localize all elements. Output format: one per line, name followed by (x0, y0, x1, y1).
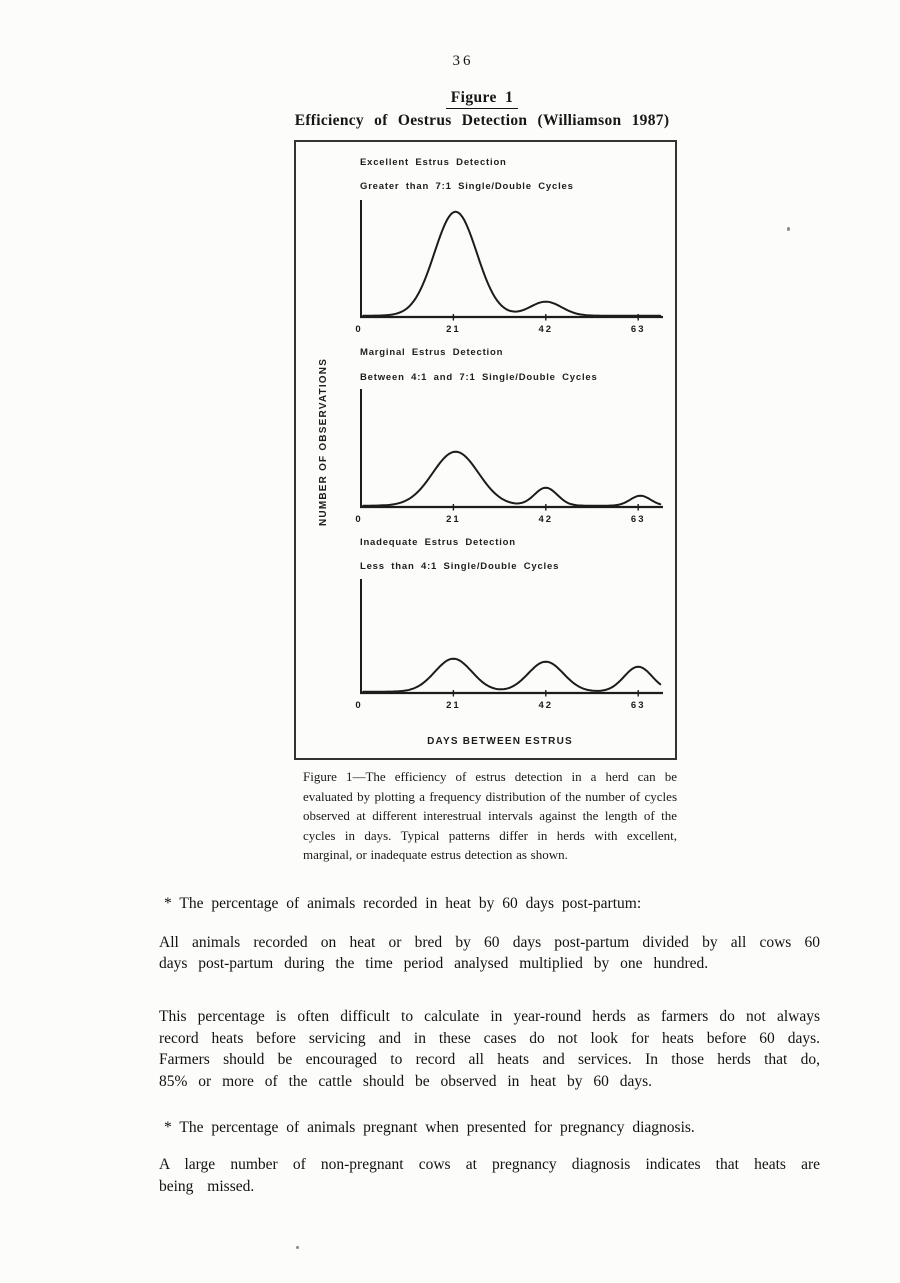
page-number: 36 (452, 53, 474, 69)
svg-text:0: 0 (355, 324, 363, 335)
figure-box (294, 140, 677, 760)
figure-heading (64, 89, 900, 130)
svg-text:21: 21 (446, 514, 461, 525)
bullet-pregnancy-diagnosis: * The percentage of animals pregnant when presented for pregnancy diagnosis. (164, 1119, 695, 1136)
panel3-subtitle: Less than 4:1 Single/Double Cycles (360, 561, 560, 572)
panel1-subtitle: Greater than 7:1 Single/Double Cycles (360, 181, 574, 192)
svg-text:42: 42 (538, 324, 554, 335)
svg-text:21: 21 (446, 700, 461, 711)
figure-subtitle: Efficiency of Oestrus Detection (Williamson 1987) (294, 112, 670, 129)
panel1-title: Excellent Estrus Detection (360, 157, 507, 168)
svg-text:42: 42 (538, 700, 554, 711)
svg-text:42: 42 (538, 514, 554, 525)
scan-artifact-dot (787, 227, 790, 231)
paragraph-non-pregnant: A large number of non-pregnant cows at pregnancy diagnosis indicates that heats are being missed. (159, 1156, 820, 1195)
svg-text:63: 63 (630, 514, 646, 525)
svg-text:63: 63 (630, 700, 646, 711)
paragraph-explanation: This percentage is often difficult to calculate in year-round herds as farmers do not always record heats before servicing and in these cases do not look for heats before 60 days. Farmers should be encouraged to record all heats and services. In those herds that do, 85% or more of the cattle should be observed in heat by 60 days. (159, 1008, 820, 1090)
estrus-frequency-distribution-chart (296, 142, 675, 758)
figure-title: Figure 1 (446, 89, 518, 109)
scan-artifact-dot (296, 1246, 299, 1249)
panel2-subtitle: Between 4:1 and 7:1 Single/Double Cycles (360, 372, 598, 383)
panel3-title: Inadequate Estrus Detection (360, 537, 516, 548)
svg-text:0: 0 (355, 514, 363, 525)
svg-text:21: 21 (446, 324, 461, 335)
svg-text:63: 63 (630, 324, 646, 335)
y-axis-label: NUMBER OF OBSERVATIONS (318, 357, 329, 526)
figure-caption: Figure 1—The efficiency of estrus detection in a herd can be evaluated by plotting a frequency distribution of the number of cycles observed at different interestrual intervals against the length of the cycles in days. Typical patterns differ in herds with excellent, marginal, or inadequate estrus detection as shown. (303, 769, 677, 862)
x-axis-label: DAYS BETWEEN ESTRUS (427, 736, 573, 747)
bullet-heat-by-60-days: * The percentage of animals recorded in heat by 60 days post-partum: (164, 895, 642, 912)
paragraph-definition: All animals recorded on heat or bred by 60 days post-partum divided by all cows 60 days post-partum during the time period analysed multiplied by one hundred. (159, 934, 820, 972)
panel2-title: Marginal Estrus Detection (360, 347, 504, 358)
svg-text:0: 0 (355, 700, 363, 711)
